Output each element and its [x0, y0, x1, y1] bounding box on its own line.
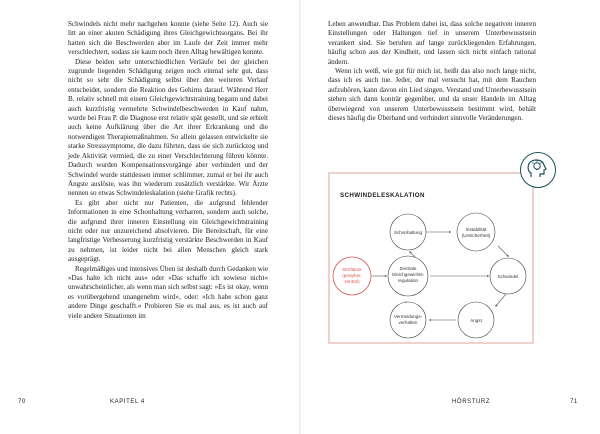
page-number-right: 71	[570, 399, 578, 405]
figure-title: SCHWINDELESKALATION	[340, 192, 425, 199]
running-head-right: HÖRSTURZ	[452, 399, 491, 405]
paragraph: Es gibt aber nicht nur Patienten, die aufgrund fehlender Informationen in eine Schonhaltung verharren, sondern auch solche, die aufgrund ihrer inneren Einstellung ein Gleichgewichtstraining nicht oder nur unzureichend absolvieren. Die Bereitschaft, für eine langfristige Verbesserung kurzfristig verstärkte Beschwerden in Kauf zu nehmen, ist leider nicht bei allen Menschen gleich stark ausgeprägt.	[68, 198, 268, 264]
paragraph: Regelmäßiges und intensives Üben ist deshalb durch Gedanken wie »Das halte ich nicht aus« oder »Das schaffe ich sowieso nicht« unwahrscheinlicher, als wenn man sich selbst sagt: »Es ist okay, wenn es vorübergehend unangenehm wird«, oder: »Ich habe schon ganz andere Dinge geschafft.« Probieren Sie es mal aus, es ist auch auf viele andere Situationen im	[68, 264, 268, 320]
svg-text:verhalten: verhalten	[398, 320, 418, 325]
svg-text:zentral): zentral)	[344, 279, 360, 284]
svg-text:(peripher,: (peripher,	[342, 273, 362, 278]
svg-text:Schwindel: Schwindel	[497, 274, 519, 279]
svg-text:Instabilität: Instabilität	[465, 227, 487, 232]
node-vermeidung	[390, 302, 426, 338]
paragraph: Schwindels nicht mehr nachgehen konnte (siehe Seite 12). Auch sie litt an einer akuten Schädigung ihres Gleichgewichtsorgans. Bei ihr hatten sich die Beschwerden aber im Laufe der Zeit immer mehr verschlechtert, sodass sie kaum noch ihren Alltag bewältigen konnte.	[68, 20, 268, 57]
paragraph: Diese beiden sehr unterschiedlichen Verläufe bei der gleichen zugrunde liegenden Schädigung zeigen noch einmal sehr gut, dass nicht so sehr die Schädigung selbst über den weiteren Verlauf entscheidet, sondern die Reaktion des Gehirns darauf. Während Herr B. relativ schnell mit einem Gleichgewichtstraining begann und dabei auch kurzfristig vermehrte Schwindelbeschwerden in Kauf nahm, wurde bei Frau P. die Diagnose erst relativ spät gestellt, und sie erhielt auch keine Aufklärung über die Art ihrer Erkrankung und die notwendigen Therapiemaßnahmen. So allein gelassen entwickelte sie starke Stresssymptome, die dazu führten, dass sie sich zurückzog und jede Aktivität vermied, die zu einer Verschlechterung führen könnte. Dadurch wurden Kompensationsvorgänge aber verhindert und der Schwindel wurde stattdessen immer schlimmer, zumal er bei ihr auch Ängste auslöste, was ihn wiederum zusätzlich verstärkte. Wir Ärzte nennen so etwas Schwindeleskalation (siehe Grafik rechts).	[68, 57, 268, 198]
node-instabilitaet	[457, 213, 495, 251]
page-number-left: 70	[18, 399, 26, 405]
left-body-text	[68, 20, 268, 321]
svg-text:regulation: regulation	[397, 278, 419, 283]
escalation-diagram	[330, 210, 534, 340]
node-schonhaltung	[390, 214, 426, 250]
svg-text:Zentrale: Zentrale	[399, 266, 417, 271]
paragraph: Wenn ich weiß, wie gut für mich ist, heißt das also noch lange nicht, dass ich es auch tue. Jeder, der mal versucht hat, mit dem Rauchen aufzuhören, kann davon ein Lied singen. Verstand und Unterbewusstsein stehen sich dann konträr gegenüber, und da unser Handeln im Alltag überwiegend von unserem Unterbewusstsein bestimmt wird, behält dieses häufig die Überhand und verhindert sinnvolle Veränderungen.	[328, 67, 536, 123]
node-angst	[458, 302, 494, 338]
svg-text:(Unsicherheit): (Unsicherheit)	[461, 233, 491, 238]
head-lightbulb-icon	[520, 152, 556, 188]
right-page	[300, 0, 600, 434]
svg-text:Störfaktor: Störfaktor	[342, 267, 362, 272]
right-body-text	[328, 20, 536, 123]
svg-text:Gleichgewichts-: Gleichgewichts-	[391, 272, 425, 277]
svg-text:Angst: Angst	[470, 318, 482, 323]
paragraph: Leben anwendbar. Das Problem dabei ist, dass solche negativen inneren Einstellungen oder Haltungen tief in unserem Unterbewusstsein verankert sind. Sie beruhen auf lange zurückliegenden Erfahrungen, häufig schon aus der Kindheit, und lassen sich nicht einfach rational ändern.	[328, 20, 536, 66]
node-stoerfaktor	[333, 257, 371, 295]
svg-text:Vermeidungs-: Vermeidungs-	[393, 314, 423, 319]
running-head-left: KAPITEL 4	[110, 399, 145, 405]
svg-text:Schonhaltung: Schonhaltung	[393, 230, 423, 235]
node-schwindel	[490, 258, 526, 294]
node-zentrale-regulation	[388, 256, 428, 296]
